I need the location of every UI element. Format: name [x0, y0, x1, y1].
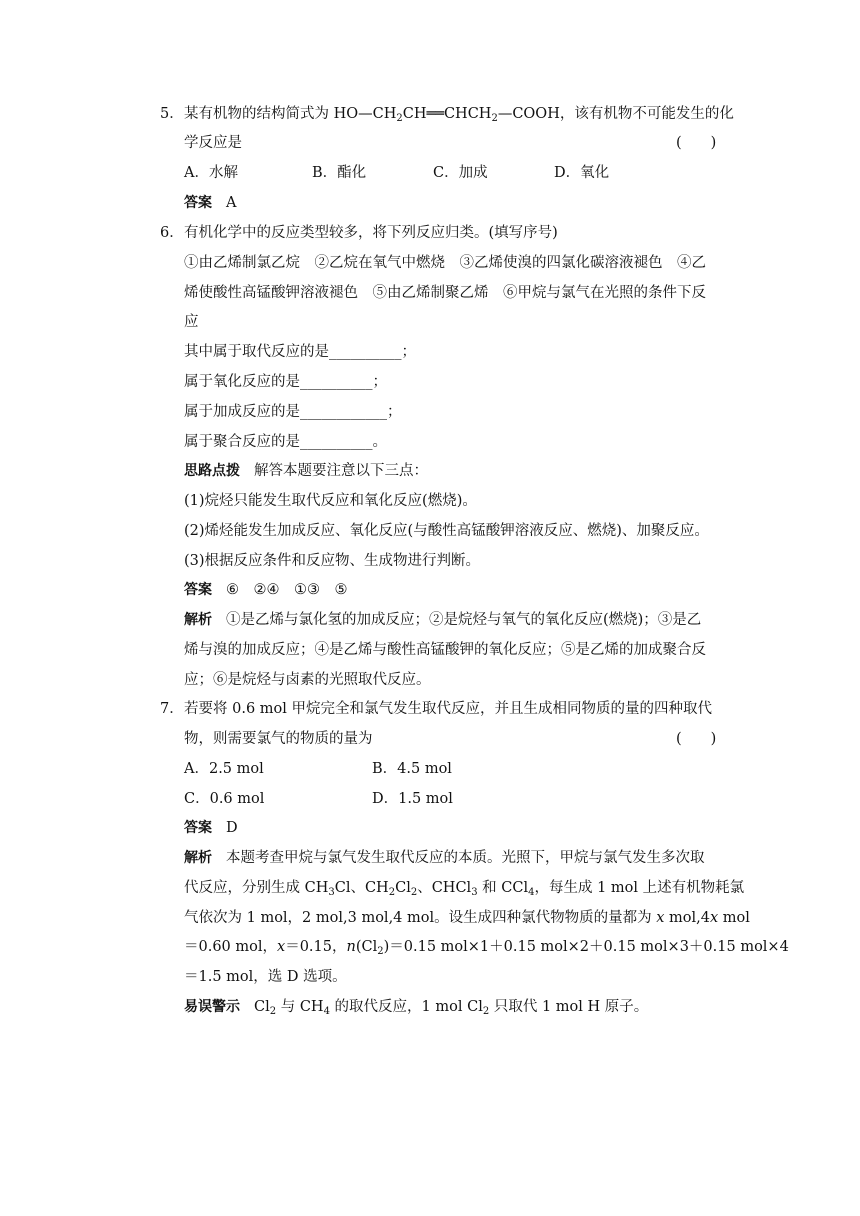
q6-stem: 有机化学中的反应类型较多，将下列反应归类。(填写序号): [184, 225, 558, 241]
q5-option-d: D．氧化: [554, 165, 610, 181]
q6-hint-1: (1)烷烃只能发生取代反应和氧化反应(燃烧)。: [184, 493, 477, 509]
q6-answer-value: ⑥ ②④ ①③ ⑤: [226, 582, 348, 598]
q7-option-c: C．0.6 mol: [184, 791, 265, 807]
q7-analysis-1: 解析 本题考查甲烷与氯气发生取代反应的本质。光照下，甲烷与氯气发生多次取: [184, 850, 705, 866]
q5-answer-value: A: [226, 195, 237, 211]
q7-answer-label: 答案: [184, 820, 212, 836]
q7-option-b: B．4.5 mol: [372, 761, 452, 777]
q5-answer-label: 答案: [184, 195, 212, 211]
q5-option-a: A．水解: [184, 165, 238, 181]
q5-stem-line-2: 学反应是: [184, 135, 242, 151]
q6-hint-3: (3)根据反应条件和反应物、生成物进行判断。: [184, 553, 481, 569]
q6-blank-substitution: 其中属于取代反应的是__________；: [184, 344, 416, 360]
q6-blank-polymerization: 属于聚合反应的是__________。: [184, 434, 387, 450]
q5-answer-parentheses: ( ): [676, 135, 717, 151]
q7-warning: 易误警示 $Cl_2$ 与 $CH_4$ 的取代反应，1 mol $Cl_2$ 只取代 1 mol H 原子。: [184, 999, 649, 1017]
q7-stem: 若要将 0.6 mol 甲烷完全和氯气发生取代反应，并且生成相同物质的量的四种取代: [184, 701, 713, 717]
q6-reactions-line-2: 烯使酸性高锰酸钾溶液褪色 ⑤由乙烯制聚乙烯 ⑥甲烷与氯气在光照的条件下反: [184, 285, 706, 301]
q7-analysis-2: 代反应，分别生成 $CH_3Cl$、$CH_2Cl_2$、CHCl$_3$ 和 CCl$_4$，每生成 1 mol 上述有机物耗氯: [184, 880, 745, 898]
q6-reactions-line-1: ①由乙烯制氯乙烷 ②乙烷在氧气中燃烧 ③乙烯使溴的四氯化碳溶液褪色 ④乙: [184, 255, 706, 271]
q6-analysis-3: 应；⑥是烷烃与卤素的光照取代反应。: [184, 672, 431, 688]
q7-option-a: A．2.5 mol: [184, 761, 264, 777]
q6-analysis-2: 烯与溴的加成反应；④是乙烯与酸性高锰酸钾的氧化反应；⑤是乙烯的加成聚合反: [184, 642, 706, 658]
q7-analysis-4: ＝0.60 mol，x＝0.15，$n(Cl_2)=0.15$ mol×1＋0.15 mol×2＋0.15 mol×3＋0.15 mol×4: [184, 939, 789, 957]
q6-blank-oxidation: 属于氧化反应的是__________；: [184, 374, 387, 390]
q6-analysis-label: 解析: [184, 612, 212, 628]
q6-analysis-1: 解析 ①是乙烯与氯化氢的加成反应；②是烷烃与氧气的氧化反应(燃烧)；③是乙: [184, 612, 702, 628]
q6-hint-2: (2)烯烃能发生加成反应、氧化反应(与酸性高锰酸钾溶液反应、燃烧)、加聚反应。: [184, 523, 709, 539]
q7-analysis-5: ＝1.5 mol，选 D 选项。: [184, 969, 347, 985]
q6-hint-label: 思路点拨: [184, 463, 240, 479]
q7-stem-line-2: 物，则需要氯气的物质的量为: [184, 731, 373, 747]
q6-number: 6．: [160, 225, 184, 241]
q7-number: 7．: [160, 701, 184, 717]
q5-option-b: B．酯化: [312, 165, 367, 181]
q7-analysis-label: 解析: [184, 850, 212, 866]
q5-stem: 某有机物的结构简式为 $HO—CH_2CH══CHCH_2—COOH$，该有机物不可能发生的化: [184, 106, 734, 124]
q5-number: 5．: [160, 106, 184, 122]
q5-option-c: C．加成: [433, 165, 488, 181]
q6-answer-label: 答案: [184, 582, 212, 598]
q7-warning-label: 易误警示: [184, 999, 240, 1015]
q7-answer: [184, 818, 238, 838]
q6-answer: [184, 580, 348, 600]
q7-analysis-3: 气依次为 1 mol，2 mol,3 mol,4 mol。设生成四种氯代物物质的量都为 x mol,4x mol: [184, 910, 750, 926]
q6-hint: 思路点拨 解答本题要注意以下三点：: [184, 463, 428, 479]
q5-answer: [184, 193, 236, 213]
q6-reactions-line-3: 应: [184, 314, 199, 330]
q7-answer-parentheses: ( ): [676, 731, 717, 747]
q7-option-d: D．1.5 mol: [372, 791, 453, 807]
q6-blank-addition: 属于加成反应的是____________；: [184, 404, 402, 420]
q7-answer-value: D: [226, 820, 238, 836]
